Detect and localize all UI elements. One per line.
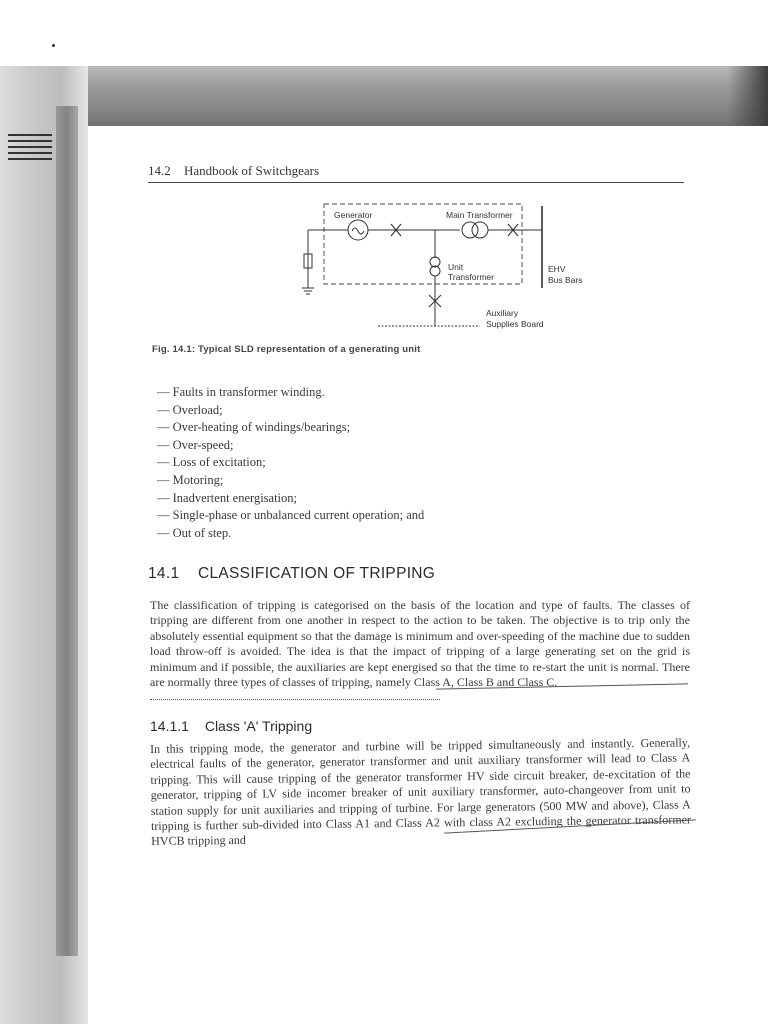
fault-item: — Motoring; xyxy=(157,472,424,490)
unit-transformer-label: Unit xyxy=(448,262,464,272)
pen-underline xyxy=(150,699,440,700)
fault-item: — Faults in transformer winding. xyxy=(157,384,424,402)
fault-item: — Single-phase or unbalanced current operation; and xyxy=(157,507,424,525)
subsection-paragraph: In this tripping mode, the generator and turbine will be tripped simultaneously and instantly. Generally, electrical faults of the generator, generator transformer and unit auxiliary transformer will lead to Class A tripping. This will cause tripping of the generator transformer HV side circuit breaker, de-excitation of the generator, tripping of LV side incomer breaker of unit auxiliary transformer, auto-changeover from unit to station supply for unit auxiliaries and tripping of turbine. For large generators (500 MW and above), Class A tripping is further sub-divided into Class A1 and Class A2 with class A2 excluding the generator transformer HVCB tripping and xyxy=(150,735,692,849)
fault-item: — Inadvertent energisation; xyxy=(157,490,424,508)
fault-item: — Overload; xyxy=(157,402,424,420)
section-title: CLASSIFICATION OF TRIPPING xyxy=(197,565,436,582)
supplies-board-label: Supplies Board xyxy=(486,319,544,329)
earth-symbol xyxy=(302,268,314,294)
fault-item: — Over-speed; xyxy=(157,437,424,455)
figure-caption: Fig. 14.1: Typical SLD representation of a generating unit xyxy=(152,344,421,355)
sld-diagram xyxy=(270,196,600,338)
page-number: 14.2 xyxy=(148,163,171,178)
bus-bars-label: Bus Bars xyxy=(548,275,583,285)
section-heading xyxy=(148,565,435,583)
unit-transformer-label-2: Transformer xyxy=(448,272,494,282)
ehv-label: EHV xyxy=(548,264,566,274)
section-paragraph: The classification of tripping is categorised on the basis of the location and type of faults. The classes of tripping are different from one another in respect to the action to be taken. The objective is to trip only the absolutely essential equipment so that the damage is minimum and over-speeding of the machine due to sudden load throw-off is avoided. The idea is that the impact of tripping of a large generating set on the grid is minimum and if possible, the auxiliaries are kept energised so that the time to re-start the unit is normal. There are normally three types of classes of tripping, namely Class A, Class B and Class C. xyxy=(150,598,690,690)
fault-item: — Out of step. xyxy=(157,525,424,543)
binding-marks xyxy=(8,130,68,190)
fault-list xyxy=(157,384,424,542)
generator-label: Generator xyxy=(334,210,373,220)
book-title: Handbook of Switchgears xyxy=(184,163,320,178)
main-transformer-symbol xyxy=(462,222,478,238)
speck xyxy=(52,44,55,47)
main-transformer-label: Main Transformer xyxy=(446,210,513,220)
section-number: 14.1 xyxy=(148,565,180,582)
fault-item: — Loss of excitation; xyxy=(157,454,424,472)
subsection-heading xyxy=(150,718,312,734)
page-header xyxy=(148,163,684,183)
subsection-title: Class 'A' Tripping xyxy=(204,718,313,734)
scan-shadow-left xyxy=(0,66,88,1024)
subsection-number: 14.1.1 xyxy=(150,718,189,734)
aux-label: Auxiliary xyxy=(486,308,519,318)
scan-shadow-top xyxy=(0,66,768,128)
fault-item: — Over-heating of windings/bearings; xyxy=(157,419,424,437)
